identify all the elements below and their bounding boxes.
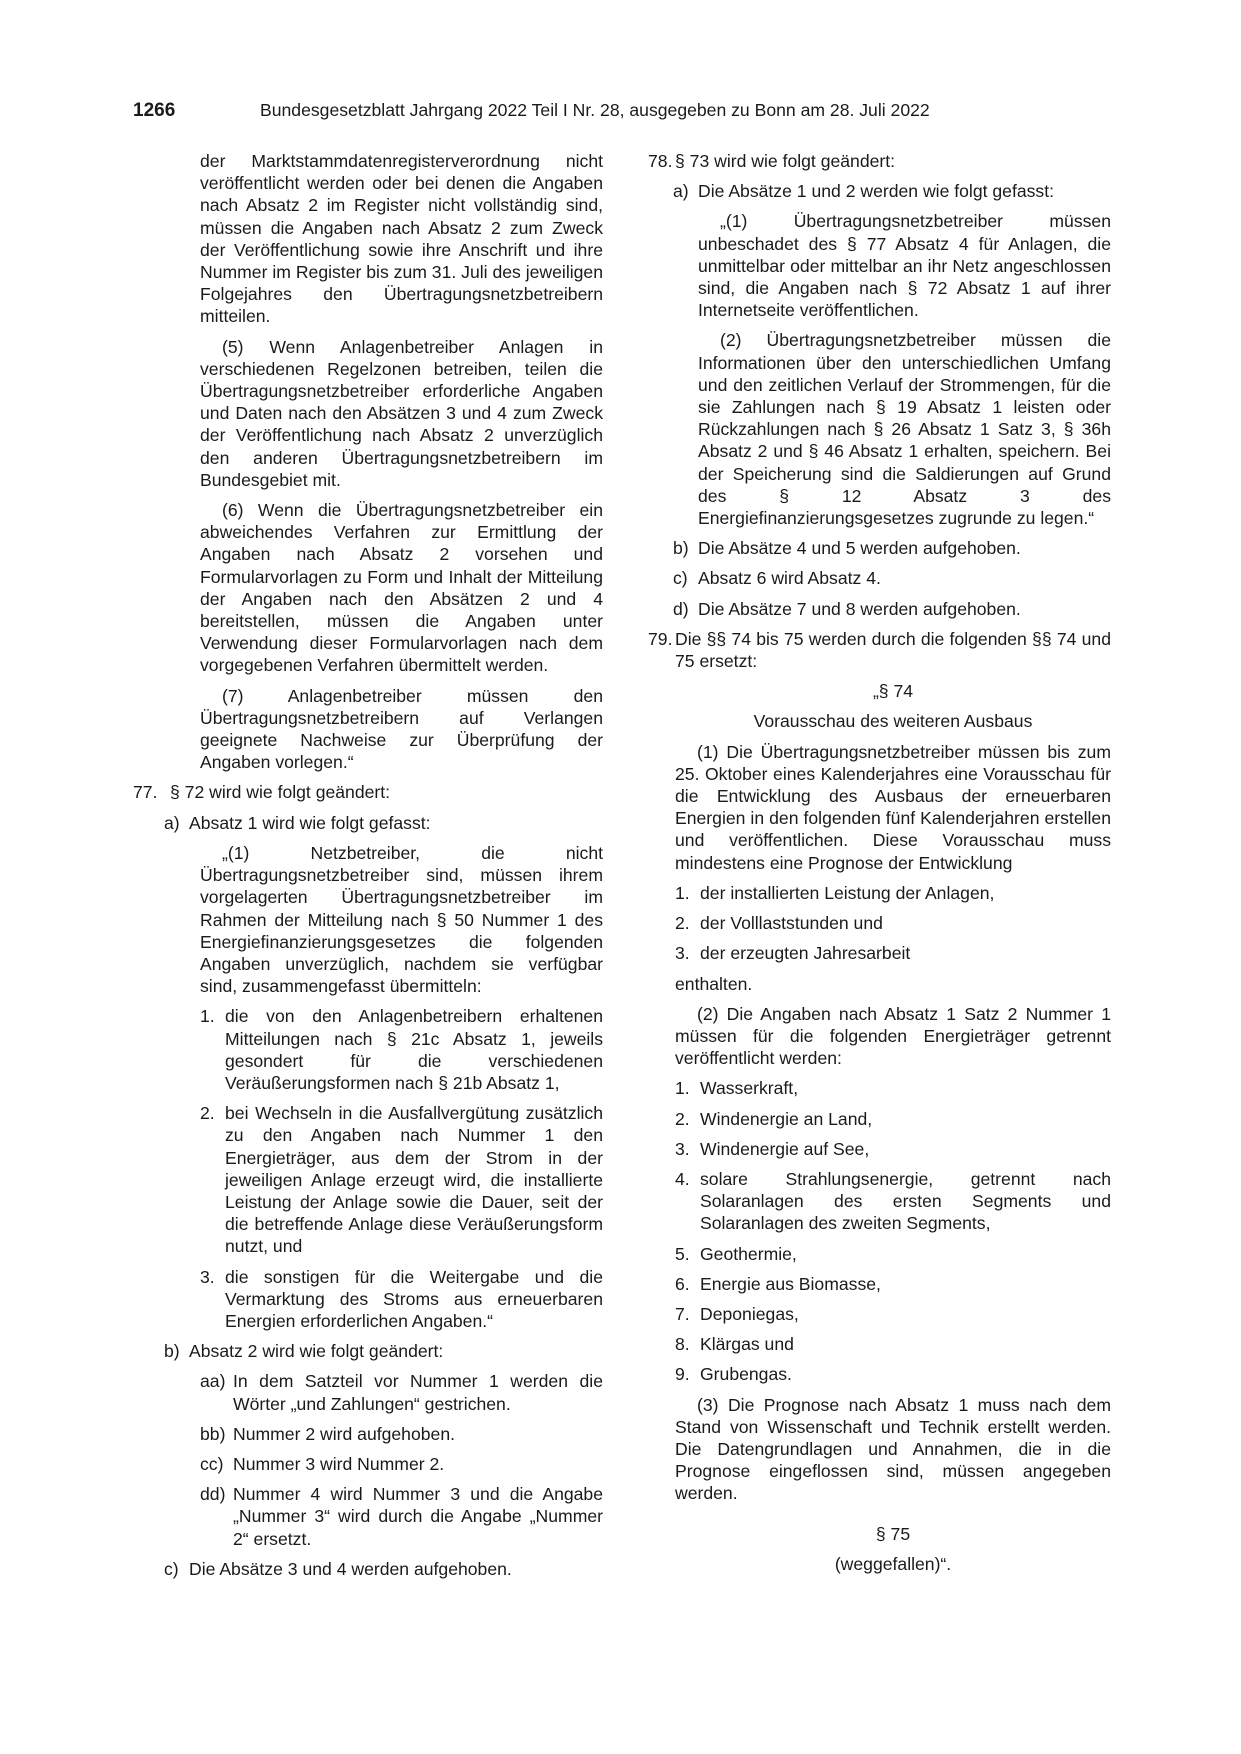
subitem-d — [673, 598, 1111, 620]
item-number: 77. — [133, 782, 158, 803]
list-forecast — [675, 882, 1111, 965]
subitem-text: Die Absätze 4 und 5 werden aufgehoben. — [698, 538, 1021, 559]
item-text: Die §§ 74 bis 75 werden durch die folgenden §§ 74 und 75 ersetzt: — [675, 628, 1111, 672]
page-number: 1266 — [133, 100, 176, 121]
list-number: 8. — [675, 1334, 690, 1355]
left-column — [133, 150, 603, 1588]
subitem-label: b) — [164, 1341, 180, 1362]
list-item — [675, 1077, 1111, 1099]
item-79 — [648, 628, 1111, 672]
quote-abs1: „(1) Übertragungsnetzbetreiber müssen unbeschadet des § 77 Absatz 4 für Anlagen, die unmittelbar oder mittelbar an ihr Netz angeschlossen sind, die Angaben nach § 72 Absatz 1 auf ihrer Internetseite veröffentlichen. — [698, 211, 1111, 321]
list-text: Wasserkraft, — [700, 1078, 799, 1099]
paragraph-abs1: (1) Die Übertragungsnetzbetreiber müssen bis zum 25. Oktober eines Kalenderjahres eine Vorausschau für die Entwicklung des Ausbaus der erneuerbaren Energien in den folgenden fünf Kalenderjahren erstellen und veröffentlichen. Diese Vorausschau muss mindestens eine Prognose der Entwicklung — [675, 741, 1111, 873]
list-text: solare Strahlungsenergie, getrennt nach Solaranlagen des ersten Segments und Solaranlagen des zweiten Segments, — [700, 1168, 1111, 1234]
list-item — [200, 1453, 603, 1475]
section-75 — [675, 1523, 1111, 1575]
list-text: die von den Anlagenbetreibern erhaltenen Mitteilungen nach § 21c Absatz 1, jeweils gesondert für die verschiedenen Veräußerungsformen nach § 21b Absatz 1, — [225, 1006, 603, 1093]
item-number: 78. — [648, 151, 673, 171]
list-text: Deponiegas, — [700, 1303, 799, 1324]
subitem-a — [673, 180, 1111, 202]
subitem-c — [164, 1558, 603, 1580]
list-number: aa) — [200, 1371, 226, 1392]
section-heading: § 75 — [875, 1523, 911, 1544]
list-text: die sonstigen für die Weitergabe und die Vermarktung des Stroms aus erneuerbaren Energien erforderlichen Angaben.“ — [225, 1266, 603, 1331]
list-number: 1. — [675, 1078, 690, 1099]
list-text: Windenergie auf See, — [700, 1138, 870, 1159]
list-number: dd) — [200, 1484, 226, 1505]
list-text: Energie aus Biomasse, — [700, 1273, 881, 1294]
list-item — [675, 1273, 1111, 1295]
section-title: Vorausschau des weiteren Ausbaus — [753, 711, 1033, 732]
list-text: Windenergie an Land, — [700, 1108, 873, 1129]
subitem-text: Die Absätze 7 und 8 werden aufgehoben. — [698, 598, 1021, 619]
subitem-text: Die Absätze 3 und 4 werden aufgehoben. — [189, 1558, 512, 1579]
running-title: Bundesgesetzblatt Jahrgang 2022 Teil I Nr. 28, ausgegeben zu Bonn am 28. Juli 2022 — [260, 100, 930, 120]
list-item — [675, 882, 1111, 904]
subitem-label: c) — [673, 568, 688, 589]
list-number: 1. — [675, 882, 690, 903]
paragraph-intro: der Marktstammdatenregisterverordnung nicht veröffentlicht werden oder bei denen die Angaben nach Absatz 2 im Register nicht vollständig sind, müssen die Angaben nach Absatz 2 zum Zweck der Veröffentlichung sowie ihre Anschrift und ihre Nummer im Register bis zum 31. Juli des jeweiligen Folgejahres den Übertragungsnetzbetreibern mitteilen. — [200, 151, 603, 327]
subitem-label: a) — [673, 181, 689, 202]
list-number: cc) — [200, 1453, 224, 1474]
list-number: 5. — [675, 1243, 690, 1264]
item-number: 79. — [648, 628, 673, 649]
list-text: der Volllaststunden und — [700, 913, 883, 934]
list-number: 2. — [675, 913, 690, 934]
quote-abs2: (2) Übertragungsnetzbetreiber müssen die Informationen über den unterschiedlichen Umfang und den zeitlichen Verlauf der Strommengen, für die sie Zahlungen nach § 19 Absatz 1 leisten oder Rückzahlungen nach § 26 Absatz 1 Satz 3, § 36h Absatz 2 und § 46 Absatz 1 erhalten, speichern. Bei der Speicherung sind die Saldierungen auf Grund des § 12 Absatz 3 des Energiefinanzierungsgesetzes zugrunde zu legen.“ — [698, 330, 1111, 529]
list-number: bb) — [200, 1423, 226, 1444]
list-text: Geothermie, — [700, 1243, 797, 1264]
list-number: 3. — [675, 943, 690, 964]
subitem-label: b) — [673, 538, 689, 559]
list-item — [200, 1102, 603, 1257]
list-item — [675, 1363, 1111, 1385]
list-item — [675, 1243, 1111, 1265]
list-text: der erzeugten Jahresarbeit — [700, 943, 911, 964]
page-header — [133, 100, 1091, 124]
list-item — [200, 1483, 603, 1550]
paragraph-enthalten: enthalten. — [675, 973, 753, 994]
list-number: 7. — [675, 1303, 690, 1324]
list-text: Nummer 2 wird aufgehoben. — [233, 1423, 455, 1444]
list-text: Nummer 3 wird Nummer 2. — [233, 1453, 445, 1474]
subitem-text: Absatz 6 wird Absatz 4. — [698, 568, 881, 589]
list-item — [200, 1370, 603, 1414]
paragraph-abs7: (7) Anlagenbetreiber müssen den Übertragungsnetzbetreibern auf Verlangen geeignete Nachweise zur Überprüfung der Angaben vorlegen.“ — [200, 685, 603, 773]
right-column — [648, 150, 1111, 1583]
list-item — [675, 912, 1111, 934]
list-number: 6. — [675, 1273, 690, 1294]
list-text: Klärgas und — [700, 1334, 794, 1355]
paragraph-abs3: (3) Die Prognose nach Absatz 1 muss nach dem Stand von Wissenschaft und Technik erstellt werden. Die Datengrundlagen und Annahmen, die in die Prognose eingeflossen sind, müssen angegeben werden. — [675, 1394, 1111, 1504]
list-text: Grubengas. — [700, 1364, 792, 1385]
subitem-c — [673, 567, 1111, 589]
section-heading: „§ 74 — [872, 681, 914, 702]
list-number: 2. — [675, 1108, 690, 1129]
list-item — [675, 1168, 1111, 1235]
list-text: bei Wechseln in die Ausfallvergütung zusätzlich zu den Angaben nach Nummer 1 den Energieträger, aus dem der Strom in der jeweiligen Anlage erzeugt wird, die installierte Leistung der Anlage sowie die Dauer, seit der die betreffende Anlage diese Veräußerungsform nutzt, und — [225, 1103, 603, 1257]
quote-abs1: „(1) Netzbetreiber, die nicht Übertragungsnetzbetreiber sind, müssen ihrem vorgelagerten Übertragungsnetzbetreiber im Rahmen der Mitteilung nach § 50 Nummer 1 des Energiefinanzierungsgesetzes die folgenden Angaben unverzüglich, nachdem sie verfügbar sind, zusammengefasst übermitteln: — [200, 842, 603, 997]
subitem-text: Die Absätze 1 und 2 werden wie folgt gefasst: — [698, 181, 1054, 202]
paragraph-abs2: (2) Die Angaben nach Absatz 1 Satz 2 Nummer 1 müssen für die folgenden Energieträger getrennt veröffentlicht werden: — [675, 1003, 1111, 1069]
item-text: § 72 wird wie folgt geändert: — [170, 782, 391, 803]
list-item — [675, 1108, 1111, 1130]
list-item — [200, 1423, 603, 1445]
list-item — [675, 1333, 1111, 1355]
list-number: 3. — [200, 1266, 215, 1287]
list-number: 3. — [675, 1138, 690, 1159]
list-text: In dem Satzteil vor Nummer 1 werden die Wörter „und Zahlungen“ gestrichen. — [233, 1371, 603, 1414]
list-text: der installierten Leistung der Anlagen, — [700, 882, 995, 903]
subitem-a — [164, 812, 603, 834]
list-a — [133, 1005, 603, 1332]
list-number: 4. — [675, 1168, 690, 1189]
subitem-text: Absatz 2 wird wie folgt geändert: — [189, 1341, 444, 1362]
paragraph-abs6: (6) Wenn die Übertragungsnetzbetreiber ein abweichendes Verfahren zur Ermittlung der Angaben nach Absatz 2 vorsehen und Formularvorlagen zu Form und Inhalt der Mitteilung der Angaben nach den Absätzen 2 und 4 bereitstellen, müssen die Angaben unter Verwendung dieser Formularvorlagen nach dem vorgegebenen Verfahren übermittelt werden. — [200, 500, 603, 676]
paragraph-abs5: (5) Wenn Anlagenbetreiber Anlagen in verschiedenen Regelzonen betreiben, teilen die Übertragungsnetzbetreiber erforderliche Angaben und Daten nach den Absätzen 3 und 4 zum Zweck der Veröffentlichung nach Absatz 2 unverzüglich den anderen Übertragungsnetzbetreibern im Bundesgebiet mit. — [200, 336, 603, 490]
list-b — [133, 1370, 603, 1549]
list-item — [675, 1138, 1111, 1160]
list-item — [675, 1303, 1111, 1325]
list-item — [675, 942, 1111, 964]
list-number: 9. — [675, 1364, 690, 1385]
subitem-label: d) — [673, 598, 689, 619]
list-text: Nummer 4 wird Nummer 3 und die Angabe „Nummer 3“ wird durch die Angabe „Nummer 2“ ersetzt. — [233, 1484, 603, 1549]
item-78 — [648, 150, 1111, 172]
subitem-label: a) — [164, 812, 180, 833]
list-item — [200, 1266, 603, 1333]
item-77 — [133, 781, 603, 803]
subitem-b — [673, 537, 1111, 559]
list-number: 2. — [200, 1103, 215, 1124]
section-text: (weggefallen)“. — [834, 1553, 952, 1574]
list-item — [200, 1005, 603, 1094]
item-text: § 73 wird wie folgt geändert: — [675, 151, 896, 171]
list-number: 1. — [200, 1006, 215, 1027]
subitem-b — [164, 1340, 603, 1362]
subitem-text: Absatz 1 wird wie folgt gefasst: — [189, 812, 431, 833]
subitem-label: c) — [164, 1558, 179, 1579]
section-74 — [675, 680, 1111, 1504]
list-energy-sources — [675, 1077, 1111, 1385]
